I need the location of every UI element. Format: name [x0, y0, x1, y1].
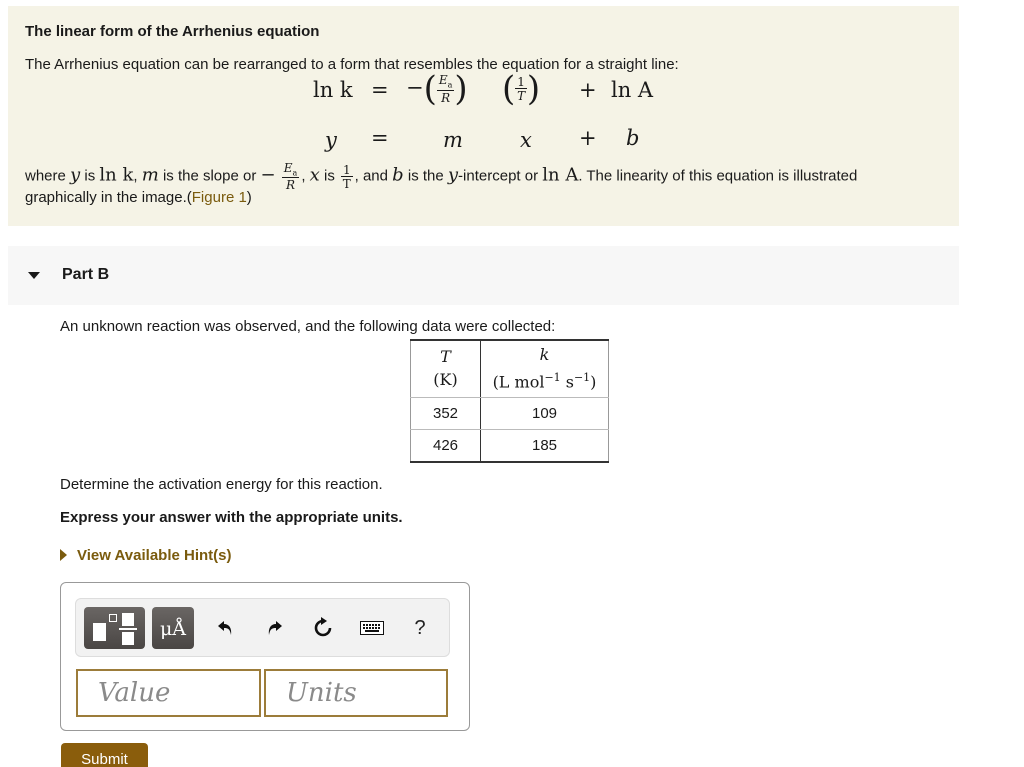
intro-explanation: where y is ln k, m is the slope or − $\frac{E_a}{R}$ , x is $\frac{1}{T}$ , and b is the y-intercept or ln A. The linearity of this equation is illustrated [25, 161, 858, 193]
eq-rhs: ln A [611, 78, 654, 102]
value-input[interactable] [76, 669, 261, 717]
answer-box [60, 582, 470, 731]
header-temperature: T (K) [411, 340, 481, 398]
intro-title: The linear form of the Arrhenius equation [25, 23, 320, 40]
eq-lhs: ln k [313, 78, 353, 102]
task-text: Determine the activation energy for this reaction. [60, 476, 383, 493]
cell-rate: 185 [481, 430, 609, 462]
eq-b: b [626, 126, 640, 150]
cell-temperature: 426 [411, 430, 481, 462]
units-button[interactable]: μÅ [152, 607, 194, 649]
keyboard-icon[interactable] [360, 616, 384, 640]
eq-y: y [325, 128, 337, 152]
eq-plus: + [579, 78, 597, 102]
figure-1-link[interactable]: Figure 1 [191, 189, 247, 206]
table-header-row [411, 340, 609, 398]
table-row [411, 430, 609, 462]
eq-x-term: ( $\frac{1}{T}$ ) [502, 69, 541, 109]
reset-icon[interactable] [311, 616, 335, 640]
cell-temperature: 352 [411, 398, 481, 430]
cell-rate: 109 [481, 398, 609, 430]
eq-m: m [443, 128, 463, 152]
intro-figure-line: graphically in the image.(Figure 1) [25, 189, 252, 206]
undo-icon[interactable] [214, 616, 238, 640]
eq-equals-2: = [371, 126, 389, 150]
redo-icon[interactable] [262, 616, 286, 640]
instruction-text: Express your answer with the appropriate units. [60, 509, 403, 526]
intro-description: The Arrhenius equation can be rearranged to a form that resembles the equation for a straight line: [25, 56, 679, 73]
header-rate-constant: k (L mol$^{-1}$ $s^{-1}$) [481, 340, 609, 398]
help-button[interactable]: ? [414, 616, 426, 639]
intro-panel [8, 6, 959, 226]
caret-down-icon[interactable] [28, 272, 40, 279]
question-prompt: An unknown reaction was observed, and the following data were collected: [60, 318, 556, 335]
units-input[interactable] [264, 669, 448, 717]
part-title: Part B [62, 266, 110, 283]
view-hints-link[interactable]: View Available Hint(s) [60, 547, 232, 564]
eq-plus-2: + [579, 126, 597, 150]
submit-button[interactable]: Submit [61, 743, 148, 767]
templates-button[interactable] [84, 607, 145, 649]
answer-toolbar [75, 598, 450, 657]
data-table [410, 339, 609, 463]
eq-slope-term: −( $\frac{E_a}{R}$ ) [406, 69, 468, 109]
table-row [411, 398, 609, 430]
part-b-header[interactable] [8, 246, 959, 305]
eq-equals: = [371, 78, 389, 102]
eq-x: x [520, 128, 532, 152]
caret-right-icon [60, 549, 67, 561]
